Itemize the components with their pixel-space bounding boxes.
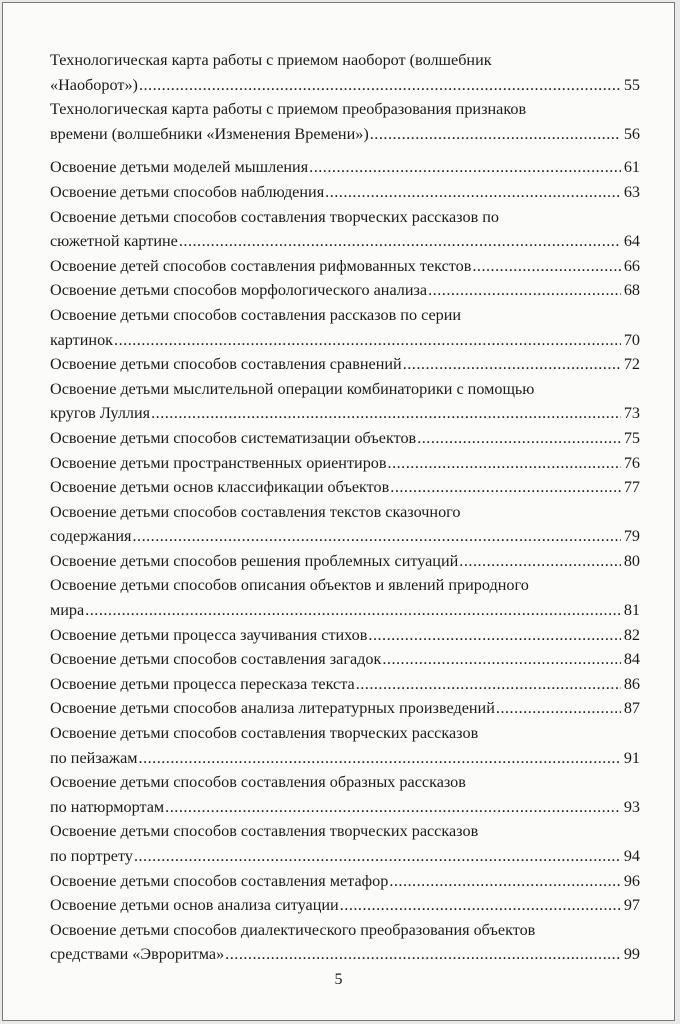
toc-entry <box>50 721 640 770</box>
toc-entry-title-line: Освоение детьми способов составления рассказов по серии <box>50 305 462 324</box>
toc-entry-leader-line <box>50 746 640 771</box>
dot-leader <box>382 647 621 672</box>
toc-entry-leader-line <box>50 942 640 967</box>
dot-leader <box>388 451 621 476</box>
dot-leader <box>225 942 621 967</box>
toc-entry-title: Освоение детей способов составления рифмованных текстов <box>50 256 472 275</box>
toc-entry <box>50 696 640 721</box>
toc-entry-leader-line <box>50 696 640 721</box>
document-page <box>2 2 675 1021</box>
toc-entry-title: кругов Луллия <box>50 404 151 423</box>
page-number: 5 <box>334 971 343 988</box>
toc-entry <box>50 893 640 918</box>
dot-leader <box>368 623 621 648</box>
toc-entry-leader-line <box>50 549 640 574</box>
dot-leader <box>389 869 621 894</box>
toc-entry-page-number: 79 <box>623 527 640 546</box>
toc-entry-leader-line <box>50 524 640 549</box>
toc-entry-title: Освоение детьми способов морфологического анализа <box>50 281 428 300</box>
toc-entry <box>50 451 640 476</box>
toc-entry <box>50 623 640 648</box>
toc-entry-title: по натюрмортам <box>50 797 165 816</box>
toc-entry-leader-line <box>50 623 640 648</box>
toc-entry-title-line: Освоение детьми способов составления текстов сказочного <box>50 502 461 521</box>
dot-leader <box>325 180 621 205</box>
toc-entry <box>50 770 640 819</box>
toc-entry-page-number: 99 <box>623 945 640 964</box>
toc-entry <box>50 97 640 146</box>
dot-leader <box>496 696 621 721</box>
toc-entry-title-line: Освоение детьми способов описания объектов и явлений природного <box>50 576 529 595</box>
toc-entry <box>50 254 640 279</box>
toc-entry-leader-line <box>50 844 640 869</box>
dot-leader <box>151 401 621 426</box>
toc-entry-page-number: 68 <box>623 281 640 300</box>
toc-entry-page-number: 87 <box>623 699 640 718</box>
toc-entry-title-line: Технологическая карта работы с приемом наоборот (волшебник <box>50 51 492 69</box>
toc-entry-page-number: 63 <box>623 182 640 201</box>
dot-leader <box>132 524 621 549</box>
toc-entry <box>50 352 640 377</box>
toc-entry-leader-line <box>50 869 640 894</box>
toc-entry <box>50 205 640 254</box>
toc-entry-title: Освоение детьми процесса пересказа текста <box>50 674 355 693</box>
toc-entry <box>50 549 640 574</box>
toc-entry-leader-line <box>50 598 640 623</box>
toc-entry <box>50 869 640 894</box>
toc-entry-title: по портрету <box>50 847 133 865</box>
toc-entry <box>50 672 640 697</box>
toc-entry-title-line: Освоение детьми способов составления творческих рассказов <box>50 822 479 841</box>
toc-entry-title-line: Освоение детьми способов составления образных рассказов <box>50 773 466 792</box>
toc-entry-title-line: Технологическая карта работы с приемом преобразования признаков <box>50 100 527 119</box>
toc-entry-title: Освоение детьми способов составления метафор <box>50 871 389 890</box>
toc-entry <box>50 278 640 303</box>
dot-leader <box>139 746 621 771</box>
toc-entry-title: картинок <box>50 330 114 349</box>
toc-entry-page-number: 96 <box>623 871 640 890</box>
toc-entry-title: Освоение детьми пространственных ориентиров <box>50 453 387 472</box>
toc-entry <box>50 303 640 352</box>
toc-entry-title: мира <box>50 601 85 620</box>
toc-entry-page-number: 56 <box>623 124 640 143</box>
toc-entry <box>50 819 640 868</box>
toc-entry-page-number: 91 <box>623 748 640 767</box>
toc-entry-page-number: 94 <box>623 847 640 865</box>
toc-entry-page-number: 80 <box>623 551 640 570</box>
dot-leader <box>114 328 621 353</box>
dot-leader <box>370 122 621 147</box>
toc-entry-page-number: 72 <box>623 355 640 374</box>
dot-leader <box>390 475 621 500</box>
toc-entry-title: Освоение детьми основ анализа ситуации <box>50 896 339 915</box>
dot-leader <box>356 672 621 697</box>
toc-entry-leader-line <box>50 278 640 303</box>
toc-entry <box>50 500 640 549</box>
toc-entry-leader-line <box>50 451 640 476</box>
dot-leader <box>179 229 621 254</box>
toc-entry-title-line: Освоение детьми способов диалектического преобразования объектов <box>50 920 536 939</box>
toc-entry <box>50 377 640 426</box>
toc-entry-leader-line <box>50 73 640 98</box>
toc-entry <box>50 426 640 451</box>
toc-entry-title-line: Освоение детьми способов составления творческих рассказов <box>50 724 479 743</box>
dot-leader <box>165 795 621 820</box>
toc-entry <box>50 180 640 205</box>
toc-entry-leader-line <box>50 475 640 500</box>
toc-entry-title: по пейзажам <box>50 748 138 767</box>
toc-entry-page-number: 84 <box>623 650 640 669</box>
toc-entry-title: Освоение детьми основ классификации объектов <box>50 478 390 497</box>
toc-entry-leader-line <box>50 229 640 254</box>
toc-entry-page-number: 76 <box>623 453 640 472</box>
toc-entry-title: Освоение детьми способов анализа литературных произведений <box>50 699 495 718</box>
dot-leader <box>428 278 621 303</box>
toc-entry-title: Освоение детьми способов наблюдения <box>50 182 325 201</box>
toc-entry-page-number: 66 <box>623 256 640 275</box>
dot-leader <box>417 426 621 451</box>
toc-entry-page-number: 93 <box>623 797 640 816</box>
toc-entry-page-number: 61 <box>623 158 640 177</box>
toc-entry-page-number: 73 <box>623 404 640 423</box>
toc-entry-page-number: 81 <box>623 601 640 620</box>
toc-entry-leader-line <box>50 401 640 426</box>
toc-entry-title-line: Освоение детьми мыслительной операции комбинаторики с помощью <box>50 379 535 398</box>
toc-entry-title-line: Освоение детьми способов составления творческих рассказов по <box>50 207 500 226</box>
table-of-contents <box>50 48 640 967</box>
toc-entry-leader-line <box>50 122 640 147</box>
toc-entry <box>50 573 640 622</box>
toc-entry-leader-line <box>50 180 640 205</box>
toc-entry <box>50 647 640 672</box>
toc-entry-title: «Наоборот») <box>50 75 138 94</box>
toc-entry-leader-line <box>50 155 640 180</box>
toc-entry-page-number: 64 <box>623 232 640 251</box>
toc-entry-page-number: 75 <box>623 428 640 447</box>
toc-entry-title: времени (волшебники «Изменения Времени») <box>50 124 369 143</box>
dot-leader <box>85 598 621 623</box>
toc-entry-title: содержания <box>50 527 132 546</box>
toc-entry-leader-line <box>50 426 640 451</box>
toc-entry-page-number: 82 <box>623 625 640 644</box>
toc-entry-leader-line <box>50 795 640 820</box>
dot-leader <box>340 893 621 918</box>
toc-entry <box>50 918 640 967</box>
toc-entry-page-number: 86 <box>623 674 640 693</box>
dot-leader <box>459 549 621 574</box>
dot-leader <box>139 73 621 98</box>
dot-leader <box>472 254 621 279</box>
dot-leader <box>403 352 621 377</box>
dot-leader <box>134 844 621 869</box>
toc-entry-leader-line <box>50 893 640 918</box>
toc-entry-title: Освоение детьми способов систематизации объектов <box>50 428 417 447</box>
toc-entry-title: Освоение детьми способов решения проблемных ситуаций <box>50 551 459 570</box>
dot-leader <box>309 155 621 180</box>
toc-entry-leader-line <box>50 328 640 353</box>
toc-entry-title: средствами «Эвроритма» <box>50 945 225 964</box>
toc-entry-page-number: 97 <box>623 896 640 915</box>
toc-entry-page-number: 55 <box>623 75 640 94</box>
toc-entry <box>50 475 640 500</box>
toc-entry-title: Освоение детьми способов составления сравнений <box>50 355 402 374</box>
toc-entry <box>50 155 640 180</box>
toc-entry-page-number: 77 <box>623 478 640 497</box>
toc-entry-title: сюжетной картине <box>50 232 178 251</box>
toc-entry-leader-line <box>50 352 640 377</box>
toc-entry-title: Освоение детьми моделей мышления <box>50 158 309 177</box>
toc-entry-leader-line <box>50 254 640 279</box>
toc-entry-title: Освоение детьми способов составления загадок <box>50 650 382 669</box>
toc-entry-title: Освоение детьми процесса заучивания стихов <box>50 625 368 644</box>
toc-entry-leader-line <box>50 672 640 697</box>
toc-entry-page-number: 70 <box>623 330 640 349</box>
toc-entry-leader-line <box>50 647 640 672</box>
toc-entry <box>50 48 640 97</box>
